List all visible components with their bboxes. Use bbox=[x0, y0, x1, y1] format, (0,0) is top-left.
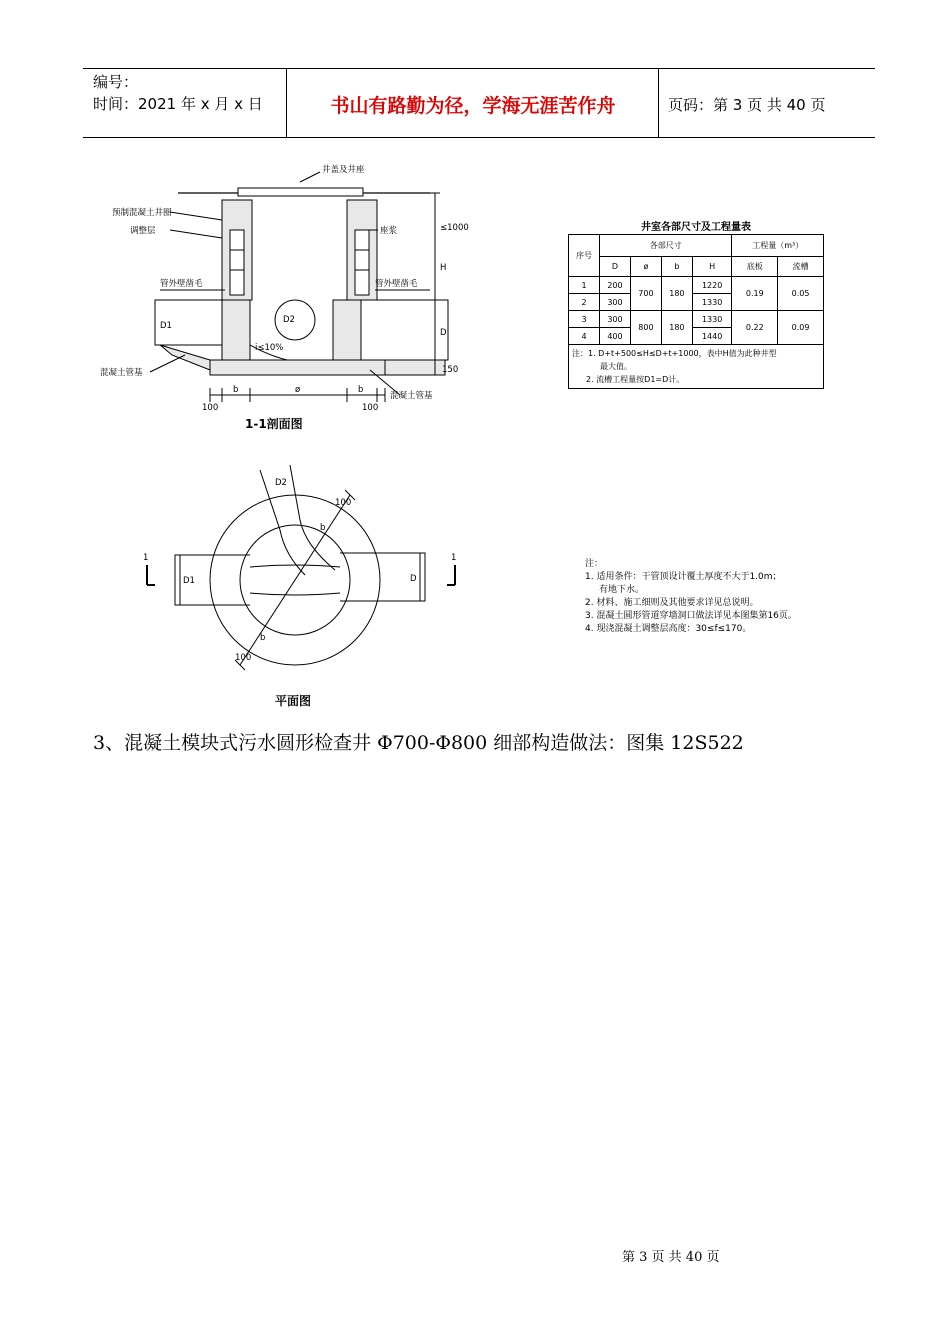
document-number-label: 编号： bbox=[93, 73, 139, 91]
notes-block bbox=[585, 558, 797, 636]
page-header bbox=[83, 68, 875, 138]
label-dim-phi: ø bbox=[295, 385, 301, 395]
table-cell: 300 bbox=[600, 311, 631, 328]
label-plan-d1: D1 bbox=[183, 576, 195, 586]
section-drawing bbox=[100, 160, 480, 440]
table-cell: 180 bbox=[661, 311, 692, 345]
label-leveling: 调整层 bbox=[130, 226, 156, 236]
page-footer: 第 3 页 共 40 页 bbox=[622, 1250, 720, 1265]
table-subheader: 底板 bbox=[732, 257, 778, 277]
body-paragraph: 3、混凝土模块式污水圆形检查井 Φ700-Φ800 细部构造做法：图集 12S522 bbox=[93, 732, 744, 754]
label-cut-left: 1 bbox=[143, 553, 149, 563]
label-d2: D2 bbox=[283, 315, 295, 325]
table-cell: 0.05 bbox=[778, 277, 824, 311]
table-cell: 0.09 bbox=[778, 311, 824, 345]
section-drawing-title: 1-1剖面图 bbox=[245, 417, 303, 431]
table-note: 2. 流槽工程量按D1=D计。 bbox=[586, 375, 685, 384]
label-ring: 预制混凝土井圈 bbox=[112, 208, 172, 218]
table-subheader: ø bbox=[630, 257, 661, 277]
label-dim-100-right: 100 bbox=[362, 403, 379, 413]
table-cell: 400 bbox=[600, 328, 631, 345]
table-cell: 300 bbox=[600, 294, 631, 311]
note-line: 3. 混凝土圆形管道穿墙洞口做法详见本图集第16页。 bbox=[585, 611, 797, 621]
note-line: 2. 材料、施工细则及其他要求详见总说明。 bbox=[585, 598, 759, 608]
label-pipe-grout-right: 管外壁凿毛 bbox=[375, 279, 418, 289]
table-cell: 0.22 bbox=[732, 311, 778, 345]
label-dim-100-left: 100 bbox=[202, 403, 219, 413]
header-motto: 书山有路勤为径，学海无涯苦作舟 bbox=[330, 95, 616, 117]
table-cell: 0.19 bbox=[732, 277, 778, 311]
label-plan-dim-b-top: b bbox=[320, 523, 326, 533]
document-date: 时间：2021 年 x 月 x 日 bbox=[93, 95, 263, 113]
label-cover: 井盖及井座 bbox=[322, 165, 365, 175]
table-cell: 180 bbox=[661, 277, 692, 311]
label-pipe-base-right: 混凝土管基 bbox=[390, 391, 433, 401]
notes-heading: 注： bbox=[585, 559, 604, 569]
table-grid bbox=[568, 234, 824, 389]
table-subheader: 流槽 bbox=[778, 257, 824, 277]
label-dim-b-left: b bbox=[233, 385, 239, 395]
label-slope: i≤10% bbox=[255, 343, 284, 353]
label-plan-dim-100-bottom: 100 bbox=[235, 653, 252, 663]
table-header-dims: 各部尺寸 bbox=[600, 235, 732, 257]
label-plan-d2: D2 bbox=[275, 478, 287, 488]
table-cell: 200 bbox=[600, 277, 631, 294]
note-line: 有地下水。 bbox=[599, 585, 645, 595]
table-cell: 3 bbox=[569, 311, 600, 328]
table-cell: 1330 bbox=[692, 294, 732, 311]
table-cell: 1220 bbox=[692, 277, 732, 294]
label-d1: D1 bbox=[160, 321, 172, 331]
note-line: 1. 适用条件：干管顶设计覆土厚度不大于1.0m； bbox=[585, 572, 782, 582]
label-plan-d: D bbox=[410, 574, 417, 584]
table-cell: 700 bbox=[630, 277, 661, 311]
table-title: 井室各部尺寸及工程量表 bbox=[641, 222, 751, 233]
table-cell: 1 bbox=[569, 277, 600, 294]
table-subheader: b bbox=[661, 257, 692, 277]
table-cell: 1440 bbox=[692, 328, 732, 345]
label-h: H bbox=[440, 263, 447, 273]
table-note: 最大值。 bbox=[600, 362, 632, 371]
label-h-max: ≤1000 bbox=[440, 223, 469, 233]
header-divider bbox=[286, 69, 287, 137]
label-cut-right: 1 bbox=[451, 553, 457, 563]
table-cell: 1330 bbox=[692, 311, 732, 328]
header-page-number: 页码：第 3 页 共 40 页 bbox=[668, 96, 826, 114]
label-dim-b-right: b bbox=[358, 385, 364, 395]
table-header-qty: 工程量（m³） bbox=[732, 235, 824, 257]
label-plan-dim-b-bottom: b bbox=[260, 633, 266, 643]
label-dim-150: 150 bbox=[442, 365, 459, 375]
table-subheader: D bbox=[600, 257, 631, 277]
label-mortar: 座浆 bbox=[380, 226, 398, 236]
table-note: 注：1. D+t+500≤H≤D+t+1000，表中H值为此种井型 bbox=[572, 349, 777, 358]
label-pipe-base-left: 混凝土管基 bbox=[100, 368, 143, 378]
label-plan-dim-100-top: 100 bbox=[335, 498, 352, 508]
header-left bbox=[93, 71, 263, 115]
label-d: D bbox=[440, 328, 447, 338]
label-pipe-grout-left: 管外壁凿毛 bbox=[160, 279, 203, 289]
header-divider bbox=[658, 69, 659, 137]
table-cell: 2 bbox=[569, 294, 600, 311]
table-notes bbox=[569, 345, 824, 389]
plan-drawing-title: 平面图 bbox=[275, 694, 312, 708]
table-header-seq: 序号 bbox=[569, 235, 600, 277]
table-cell: 800 bbox=[630, 311, 661, 345]
note-line: 4. 现浇混凝土调整层高度：30≤f≤170。 bbox=[585, 624, 752, 634]
plan-drawing bbox=[135, 455, 475, 715]
table-subheader: H bbox=[692, 257, 732, 277]
quantity-table bbox=[568, 218, 824, 404]
table-cell: 4 bbox=[569, 328, 600, 345]
